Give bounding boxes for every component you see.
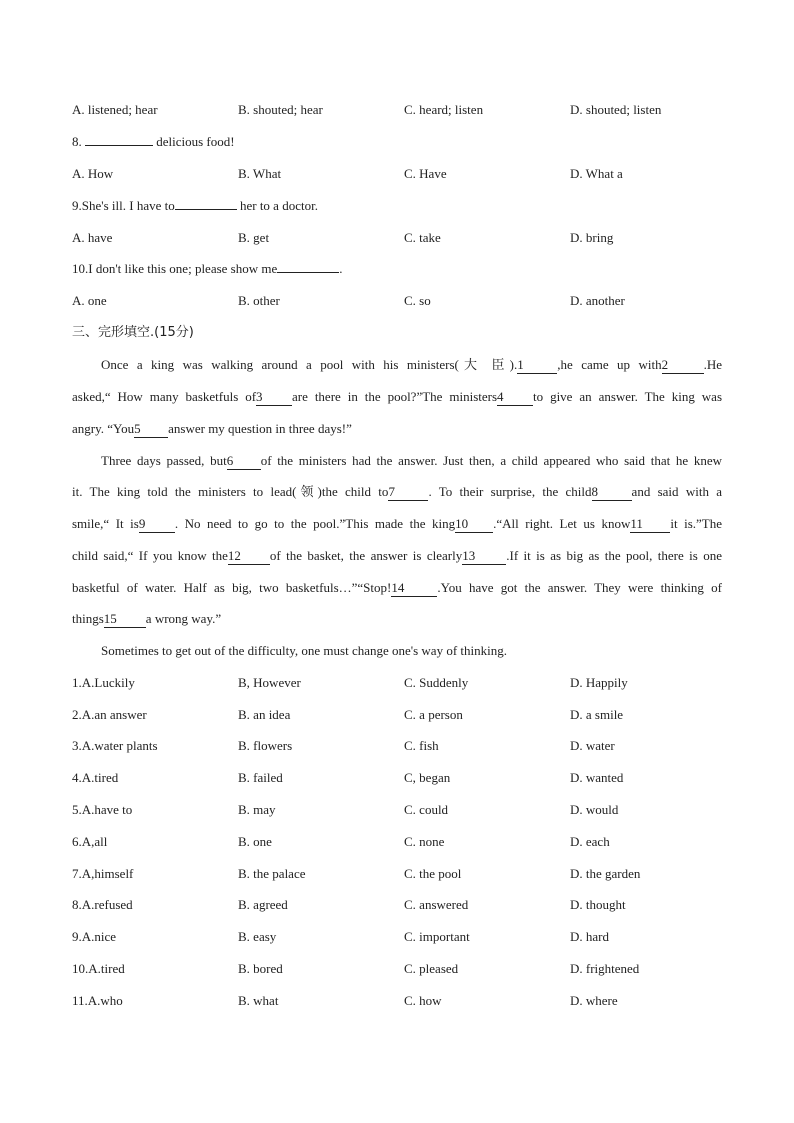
cloze-option-a[interactable]: 6.A,all	[72, 834, 108, 849]
q8-option-d[interactable]: D. What a	[570, 166, 623, 181]
q9-blank[interactable]	[175, 209, 237, 210]
cloze-option-a[interactable]: 1.A.Luckily	[72, 675, 135, 690]
cloze-option-d[interactable]: D. water	[570, 738, 615, 753]
cloze-option-a[interactable]: 10.A.tired	[72, 961, 125, 976]
q9-options	[72, 228, 722, 248]
cloze-option-row	[72, 959, 722, 979]
passage-text: .If it is as big as the pool, there is one	[506, 548, 722, 563]
passage-text: ).	[509, 357, 518, 372]
cloze-option-a[interactable]: 8.A.refused	[72, 897, 133, 912]
cloze-option-b[interactable]: B. an idea	[238, 707, 291, 722]
q9-option-d[interactable]: D. bring	[570, 230, 614, 245]
cloze-option-b[interactable]: B. what	[238, 993, 279, 1008]
q7-options	[72, 100, 722, 120]
cloze-option-a[interactable]: 2.A.an answer	[72, 707, 147, 722]
cloze-option-row	[72, 927, 722, 947]
passage-text: .You have got the answer. They were thinking of	[437, 580, 722, 595]
passage-line	[72, 546, 722, 566]
passage-text: to give an answer. The king was	[533, 389, 722, 404]
cloze-option-c[interactable]: C. fish	[404, 738, 439, 753]
q8-stem	[72, 132, 722, 152]
cloze-blank-2[interactable]: 2	[662, 357, 704, 374]
cloze-blank-1[interactable]: 1	[517, 357, 557, 374]
cloze-option-row	[72, 768, 722, 788]
q9-text-after: her to a doctor.	[236, 198, 318, 213]
passage-text: child said,“ If you know the	[72, 548, 228, 563]
cloze-option-d[interactable]: D. frightened	[570, 961, 640, 976]
q9-text-before: 9.She's ill. I have to	[72, 198, 175, 213]
cloze-option-d[interactable]: D. where	[570, 993, 618, 1008]
cloze-option-d[interactable]: D. the garden	[570, 866, 641, 881]
cloze-option-c[interactable]: C. a person	[404, 707, 463, 722]
cloze-option-d[interactable]: D. hard	[570, 929, 609, 944]
passage-text: )the child to	[317, 484, 389, 499]
cloze-option-a[interactable]: 11.A.who	[72, 993, 123, 1008]
cloze-blank-11[interactable]: 11	[630, 516, 670, 533]
q10-stem	[72, 259, 722, 279]
q9-option-b[interactable]: B. get	[238, 230, 270, 245]
cloze-option-c[interactable]: C. pleased	[404, 961, 459, 976]
passage-text: things	[72, 611, 104, 626]
passage-text: it. The king told the ministers to lead(	[72, 484, 297, 499]
section-title: 三、完形填空.(15分)	[72, 325, 194, 340]
passage-text: .He	[703, 357, 722, 372]
passage-text: Sometimes to get out of the difficulty, one must change one's way of thinking.	[101, 643, 507, 658]
q9-option-a[interactable]: A. have	[72, 230, 113, 245]
q8-option-c[interactable]: C. Have	[404, 166, 447, 181]
passage-text: answer my question in three days!”	[168, 421, 352, 436]
cloze-blank-8[interactable]: 8	[592, 484, 632, 501]
q8-blank[interactable]	[85, 145, 153, 146]
cloze-option-d[interactable]: D. thought	[570, 897, 626, 912]
cloze-option-row	[72, 895, 722, 915]
cloze-option-row	[72, 991, 722, 1011]
cloze-option-d[interactable]: D. each	[570, 834, 610, 849]
q10-option-a[interactable]: A. one	[72, 293, 107, 308]
q10-text-after: .	[339, 261, 343, 276]
passage-text-chinese: 领	[296, 485, 318, 500]
q10-option-d[interactable]: D. another	[570, 293, 625, 308]
cloze-blank-7[interactable]: 7	[388, 484, 428, 501]
cloze-option-a[interactable]: 9.A.nice	[72, 929, 117, 944]
cloze-option-b[interactable]: B. failed	[238, 770, 283, 785]
passage-text: . To their surprise, the child	[428, 484, 592, 499]
passage-line	[72, 451, 722, 471]
cloze-option-row	[72, 832, 722, 852]
cloze-option-a[interactable]: 4.A.tired	[72, 770, 119, 785]
cloze-blank-14[interactable]: 14	[391, 580, 437, 597]
cloze-option-d[interactable]: D. a smile	[570, 707, 624, 722]
cloze-option-row	[72, 736, 722, 756]
cloze-blank-10[interactable]: 10	[455, 516, 493, 533]
passage-text: Three days passed, but	[101, 453, 227, 468]
cloze-blank-5[interactable]: 5	[134, 421, 168, 438]
cloze-option-a[interactable]: 3.A.water plants	[72, 738, 158, 753]
q8-option-a[interactable]: A. How	[72, 166, 114, 181]
q7-option-d[interactable]: D. shouted; listen	[570, 102, 662, 117]
q9-stem	[72, 196, 722, 216]
cloze-option-c[interactable]: C, began	[404, 770, 451, 785]
passage-line	[72, 482, 722, 503]
passage-text: angry. “You	[72, 421, 135, 436]
passage-line	[72, 609, 722, 629]
q7-option-b[interactable]: B. shouted; hear	[238, 102, 323, 117]
cloze-option-c[interactable]: C. the pool	[404, 866, 462, 881]
passage-line	[72, 578, 722, 598]
q7-option-c[interactable]: C. heard; listen	[404, 102, 484, 117]
cloze-option-b[interactable]: B, However	[238, 675, 301, 690]
cloze-option-c[interactable]: C. answered	[404, 897, 469, 912]
q10-options	[72, 291, 722, 311]
q7-option-a[interactable]: A. listened; hear	[72, 102, 158, 117]
q8-options	[72, 164, 722, 184]
passage-text: .“All right. Let us know	[493, 516, 631, 531]
cloze-option-b[interactable]: B. the palace	[238, 866, 306, 881]
cloze-blank-3[interactable]: 3	[256, 389, 292, 406]
passage-text: are there in the pool?”The ministers	[292, 389, 498, 404]
cloze-option-c[interactable]: C. none	[404, 834, 445, 849]
passage-text: of the basket, the answer is clearly	[269, 548, 463, 563]
cloze-option-a[interactable]: 7.A,himself	[72, 866, 134, 881]
passage-line	[72, 387, 722, 407]
passage-line	[72, 641, 722, 661]
cloze-blank-9[interactable]: 9	[139, 516, 175, 533]
q8-text: delicious food!	[153, 134, 235, 149]
passage-text: smile,“ It is	[72, 516, 139, 531]
passage-text: of the ministers had the answer. Just then, a child appeared who said that he knew	[260, 453, 722, 468]
passage-text: asked,“ How many basketfuls of	[72, 389, 257, 404]
cloze-blank-13[interactable]: 13	[462, 548, 506, 565]
passage-line	[72, 355, 722, 376]
cloze-option-row	[72, 705, 722, 725]
cloze-option-c[interactable]: C. Suddenly	[404, 675, 469, 690]
cloze-option-c[interactable]: C. how	[404, 993, 442, 1008]
passage-text: it is.”The	[670, 516, 722, 531]
cloze-option-b[interactable]: B. easy	[238, 929, 277, 944]
cloze-option-d[interactable]: D. wanted	[570, 770, 624, 785]
passage-line	[72, 419, 722, 439]
passage-text: basketful of water. Half as big, two basketfuls…”“Stop!	[72, 580, 392, 595]
cloze-option-b[interactable]: B. flowers	[238, 738, 293, 753]
passage-text: . No need to go to the pool.”This made the king	[174, 516, 456, 531]
cloze-option-b[interactable]: B. one	[238, 834, 272, 849]
q10-text-before: 10.I don't like this one; please show me	[72, 261, 278, 276]
cloze-option-a[interactable]: 5.A.have to	[72, 802, 133, 817]
cloze-blank-6[interactable]: 6	[227, 453, 261, 470]
q10-option-b[interactable]: B. other	[238, 293, 280, 308]
cloze-option-b[interactable]: B. bored	[238, 961, 283, 976]
cloze-blank-15[interactable]: 15	[104, 611, 146, 628]
cloze-blank-12[interactable]: 12	[228, 548, 270, 565]
cloze-option-b[interactable]: B. agreed	[238, 897, 288, 912]
cloze-option-row	[72, 864, 722, 884]
passage-text: a wrong way.”	[145, 611, 222, 626]
q10-blank[interactable]	[277, 272, 339, 273]
passage-text-chinese: 大 臣	[458, 358, 510, 373]
passage-text: ,he came up with	[557, 357, 662, 372]
cloze-option-b[interactable]: B. may	[238, 802, 276, 817]
q10-option-c[interactable]: C. so	[404, 293, 431, 308]
passage-text: Once a king was walking around a pool with his ministers(	[101, 357, 459, 372]
q8-option-b[interactable]: B. What	[238, 166, 282, 181]
q9-option-c[interactable]: C. take	[404, 230, 441, 245]
cloze-option-c[interactable]: C. important	[404, 929, 470, 944]
cloze-option-row	[72, 673, 722, 693]
cloze-option-c[interactable]: C. could	[404, 802, 449, 817]
passage-line	[72, 514, 722, 534]
cloze-blank-4[interactable]: 4	[497, 389, 533, 406]
q8-number: 8.	[72, 134, 85, 149]
passage-text: and said with a	[631, 484, 723, 499]
cloze-option-row	[72, 800, 722, 820]
cloze-option-d[interactable]: D. would	[570, 802, 619, 817]
cloze-option-d[interactable]: D. Happily	[570, 675, 628, 690]
